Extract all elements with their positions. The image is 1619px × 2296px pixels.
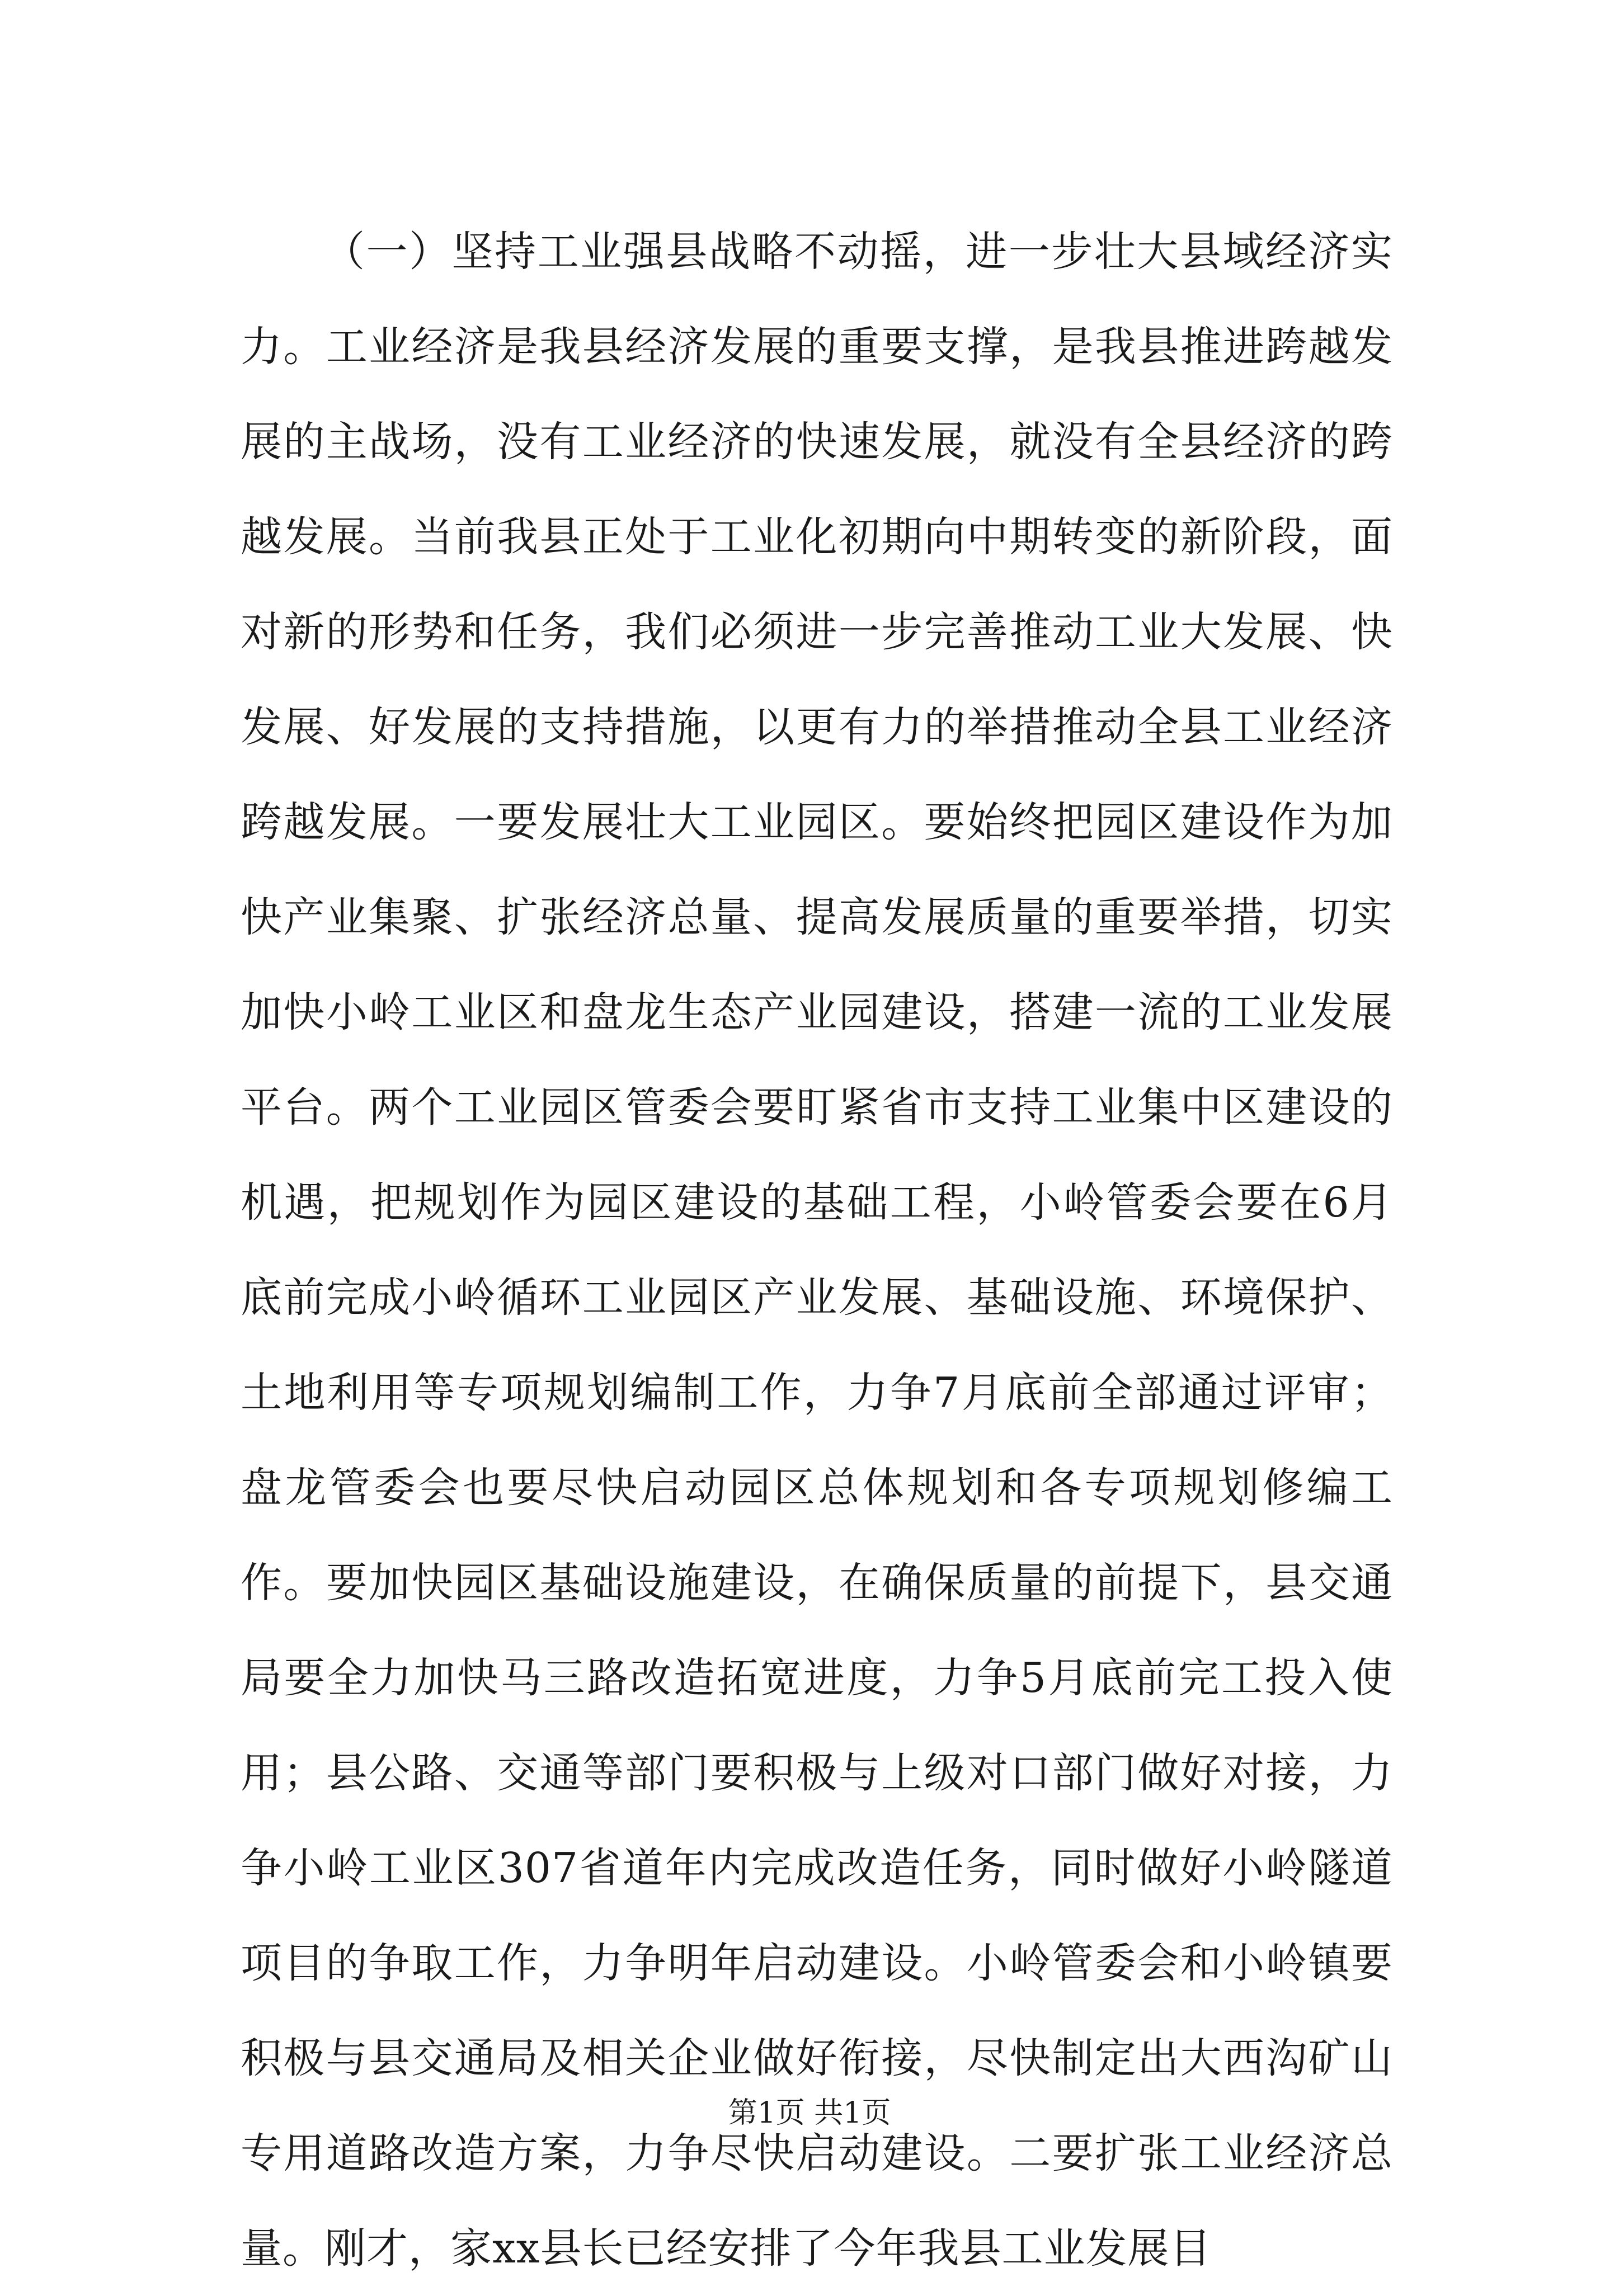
body-paragraph: （一）坚持工业强县战略不动摇，进一步壮大县域经济实力。工业经济是我县经济发展的重要支撑，是我县推进跨越发展的主战场，没有工业经济的快速发展，就没有全县经济的跨越发展。当前我县正处于工业化初期向中期转变的新阶段，面对新的形势和任务，我们必须进一步完善推动工业大发展、快发展、好发展的支持措施，以更有力的举措推动全县工业经济跨越发展。一要发展壮大工业园区。要始终把园区建设作为加快产业集聚、扩张经济总量、提高发展质量的重要举措，切实加快小岭工业区和盘龙生态产业园建设，搭建一流的工业发展平台。两个工业园区管委会要盯紧省市支持工业集中区建设的机遇，把规划作为园区建设的基础工程，小岭管委会要在6月底前完成小岭循环工业园区产业发展、基础设施、环境保护、土地利用等专项规划编制工作，力争7月底前全部通过评审；盘龙管委会也要尽快启动园区总体规划和各专项规划修编工作。要加快园区基础设施建设，在确保质量的前提下，县交通局要全力加快马三路改造拓宽进度，力争5月底前完工投入使用；县公路、交通等部门要积极与上级对口部门做好对接，力争小岭工业区307省道年内完成改造任务，同时做好小岭隧道项目的争取工作，力争明年启动建设。小岭管委会和小岭镇要积极与县交通局及相关企业做好衔接，尽快制定出大西沟矿山专用道路改造方案，力争尽快启动建设。二要扩张工业经济总量。刚才，家xx县长已经安排了今年我县工业发展目	[241, 228, 1393, 2273]
page-footer: 第1页 共1页	[728, 2096, 891, 2130]
